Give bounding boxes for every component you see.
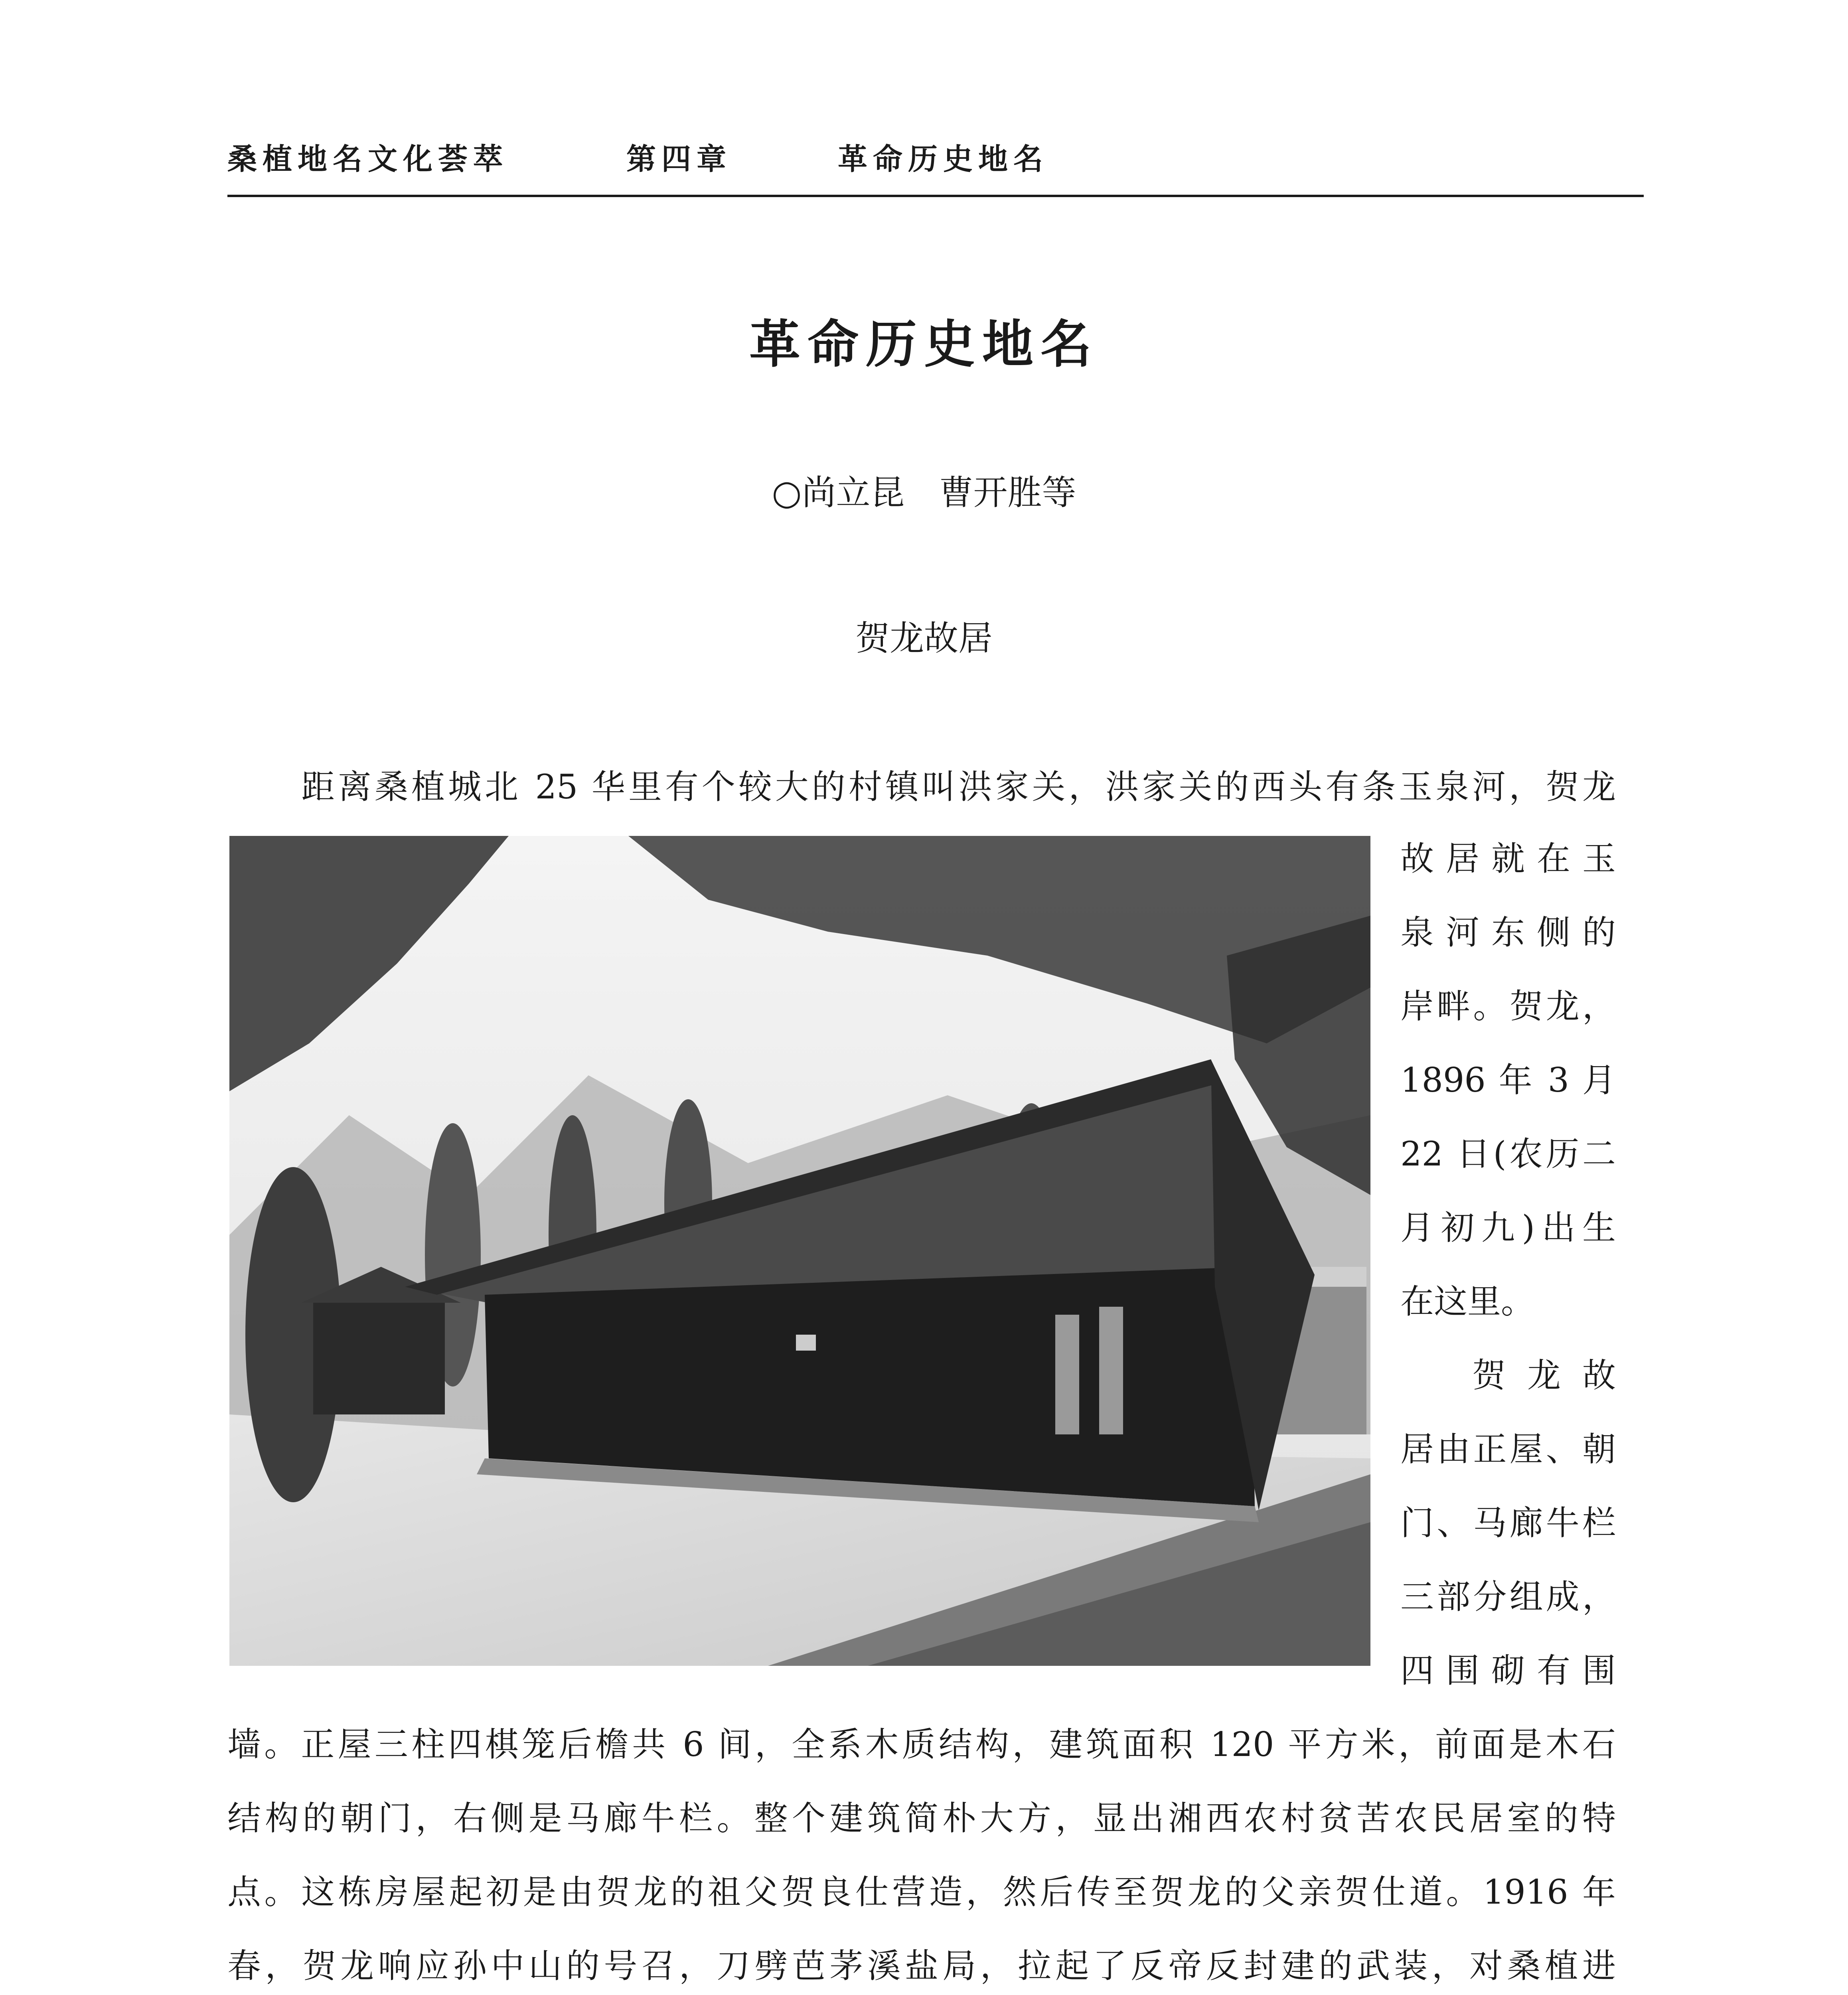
header-rule [227, 195, 1644, 197]
paragraph-2-side-line-2: 居由正屋、朝 [1400, 1430, 1616, 1469]
paragraph-2-side-line-4: 三部分组成， [1400, 1577, 1616, 1616]
header-book-title: 桑植地名文化荟萃 [227, 142, 508, 176]
paragraph-2-line-2: 结构的朝门，右侧是马廊牛栏。整个建筑简朴大方，显出湘西农村贫苦农民居室的特 [227, 1799, 1616, 1838]
side-line-5: 22 日(农历二 [1400, 1134, 1616, 1173]
photo-he-long-former-residence [229, 836, 1370, 1666]
header-chapter-number: 第四章 [626, 142, 732, 176]
side-line-7: 在这里。 [1400, 1282, 1535, 1321]
side-line-4: 1896 年 3 月 [1400, 1061, 1616, 1100]
side-line-2: 泉河东侧的 [1400, 913, 1616, 952]
side-line-3: 岸畔。贺龙， [1400, 987, 1616, 1026]
side-line-1: 故居就在玉 [1400, 839, 1616, 878]
section-title: 贺龙故居 [855, 618, 993, 658]
paragraph-2-side-line-5: 四围砌有围 [1400, 1651, 1616, 1690]
chapter-title: 革命历史地名 [749, 315, 1099, 374]
side-line-6: 月初九)出生 [1400, 1208, 1616, 1247]
paragraph-1-line-1: 距离桑植城北 25 华里有个较大的村镇叫洪家关，洪家关的西头有条玉泉河，贺龙 [301, 767, 1616, 806]
header-chapter-name: 革命历史地名 [838, 142, 1048, 176]
paragraph-2-line-4: 春，贺龙响应孙中山的号召，刀劈芭茅溪盐局，拉起了反帝反封建的武装，对桑植进 [227, 1946, 1616, 1985]
paragraph-2-side-line-3: 门、马廊牛栏 [1400, 1503, 1616, 1543]
byline: ○尚立昆 曹开胜等 [772, 473, 1076, 513]
paragraph-2-line-1: 墙。正屋三柱四棋笼后檐共 6 间，全系木质结构，建筑面积 120 平方米，前面是木石 [227, 1725, 1616, 1764]
paragraph-2-line-3: 点。这栋房屋起初是由贺龙的祖父贺良仕营造，然后传至贺龙的父亲贺仕道。1916 年 [227, 1873, 1616, 1912]
paragraph-2-side-line-1: 贺龙故 [1472, 1356, 1616, 1395]
